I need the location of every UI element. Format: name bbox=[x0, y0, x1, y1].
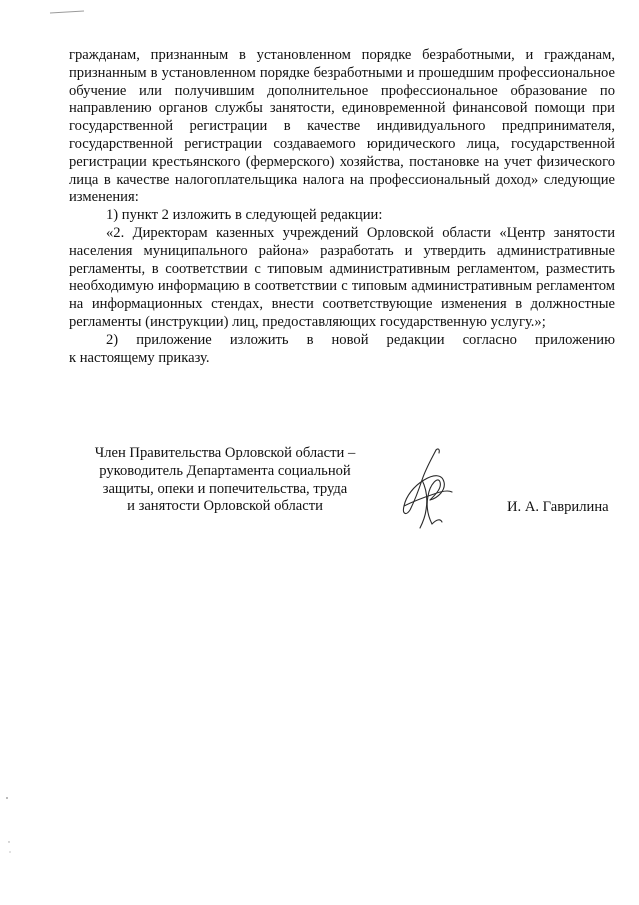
signatory-title-line: защиты, опеки и попечительства, труда bbox=[102, 480, 348, 497]
body-paragraph-item-1: 1) пункт 2 изложить в следующей редакции: bbox=[106, 207, 383, 224]
signatory-title-line: руководитель Департамента социальной bbox=[99, 462, 351, 479]
body-paragraph-item-2-continuation: к настоящему приказу. bbox=[69, 349, 210, 366]
body-paragraph-quoted-point-2: «2. Директорам казенных учреждений Орловской области «Центр занятости населения муниципального района» разработать и утвердить административные регламенты, в соответствии с типовым административным регламентом, разместить необходимую информацию в соответствии с типовым административным регламентом на информационных стендах, внести соответствующие изменения в должностные регламенты (инструкции) лиц, предоставляющих государственную услугу.»; bbox=[69, 224, 615, 330]
signatory-title-line: и занятости Орловской области bbox=[127, 498, 323, 515]
body-paragraph-item-2: 2) приложение изложить в новой редакции согласно приложению bbox=[106, 331, 615, 348]
signatory-title-line: Член Правительства Орловской области – bbox=[94, 445, 356, 461]
body-paragraph-changes-intro: гражданам, признанным в установленном порядке безработными, и гражданам, признанным в установленном порядке безработными и прошедшим профессиональное обучение или получившим дополнительное профессиональное образование по направлению органов службы занятости, единовременной финансовой помощи при государственной регистрации в качестве индивидуального предпринимателя, государственной регистрации создаваемого юридического лица, государственной регистрации крестьянского (фермерского) хозяйства, постановке на учет физического лица в качестве налогоплательщика налога на профессиональный доход» следующие изменения: bbox=[69, 47, 615, 206]
signatory-name: И. А. Гаврилина bbox=[507, 499, 609, 515]
